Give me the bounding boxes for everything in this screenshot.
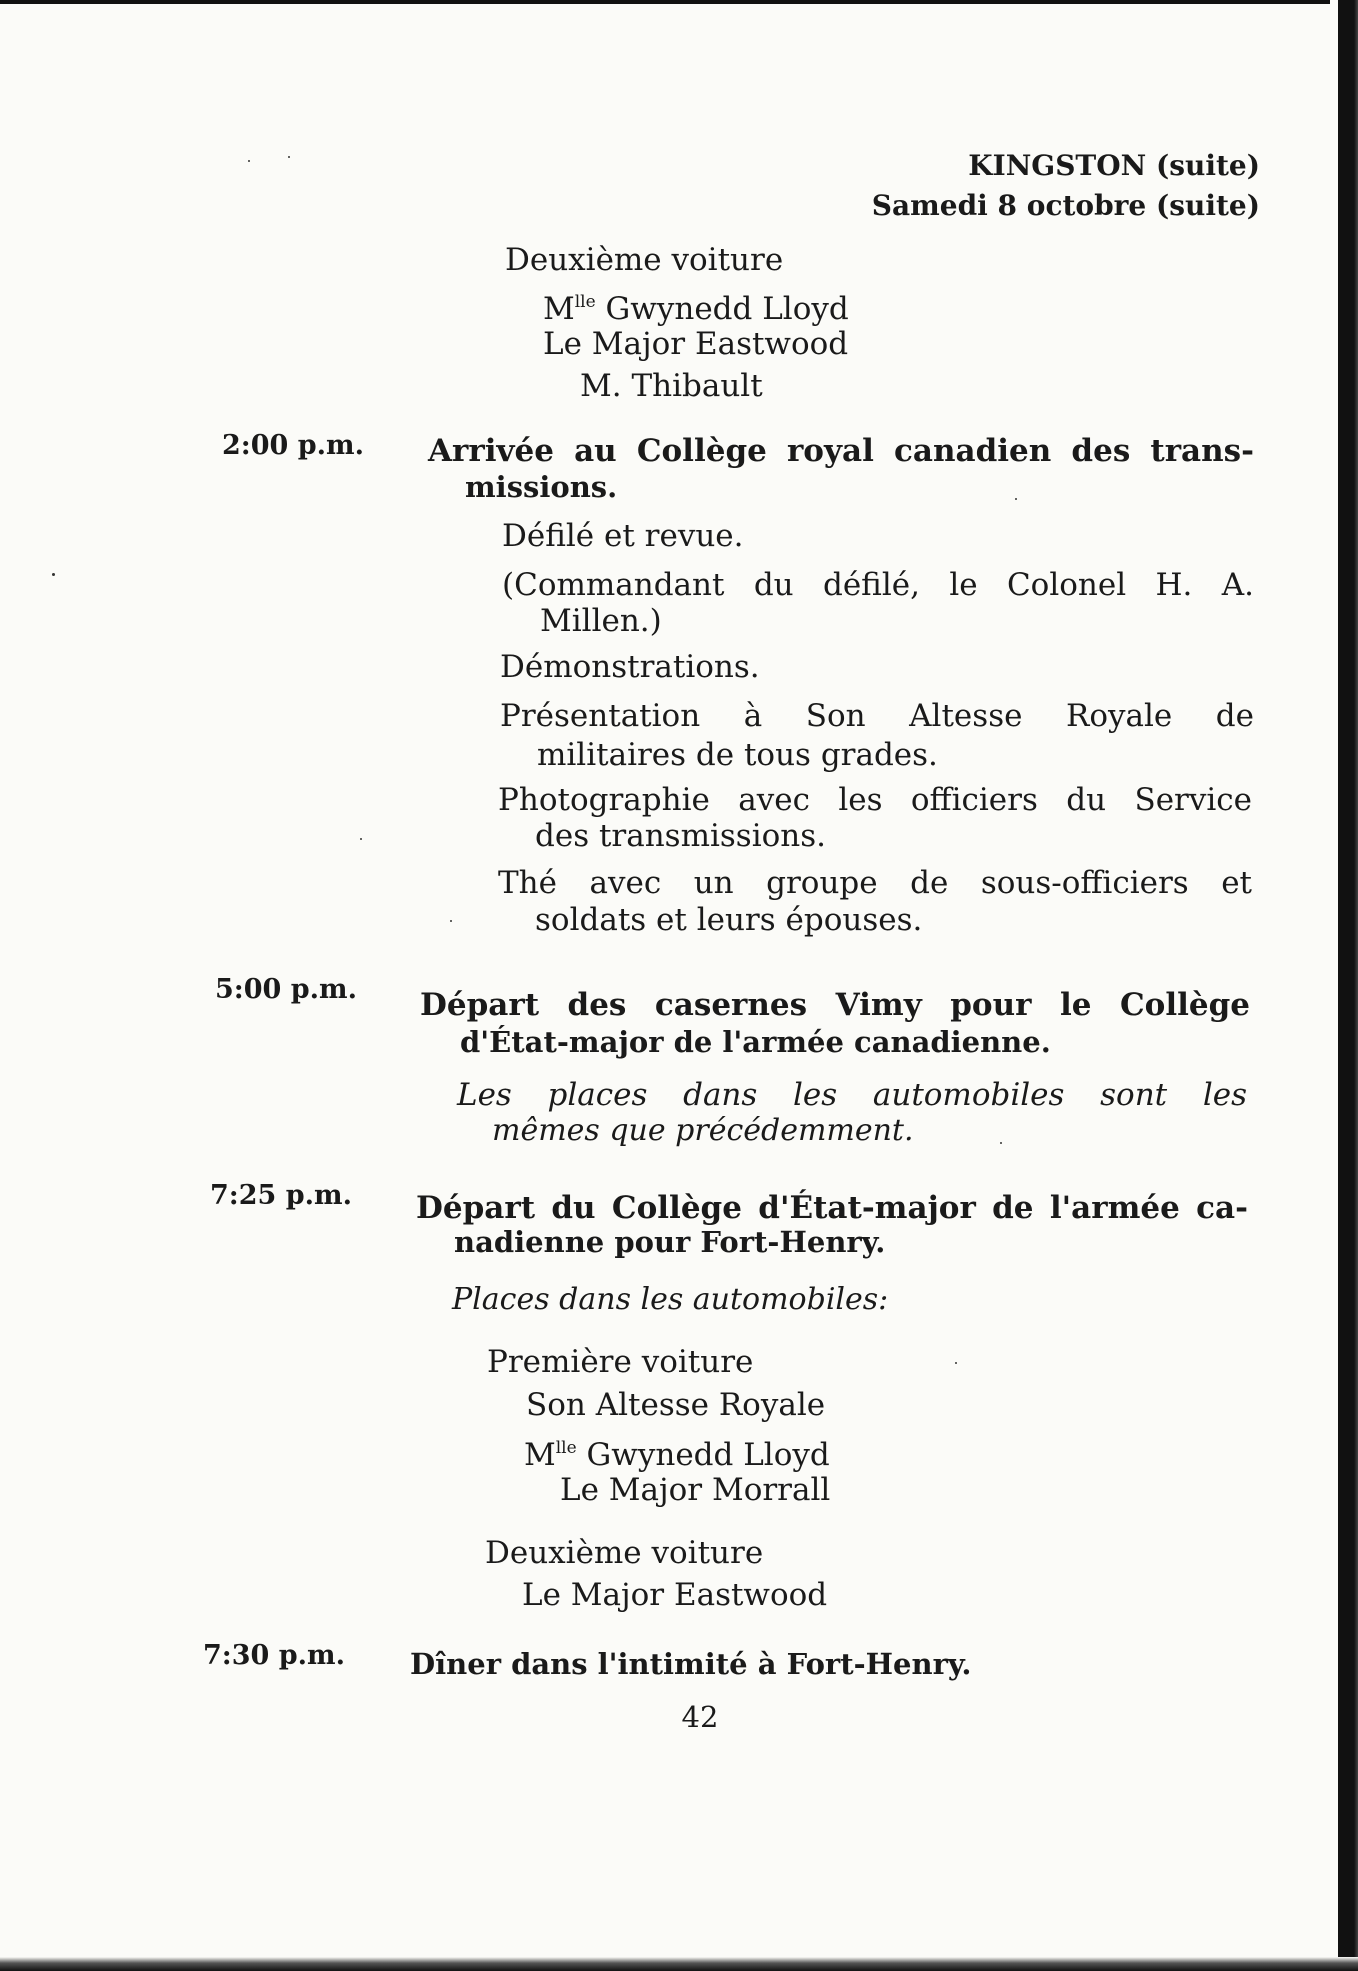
scan-speck	[450, 920, 452, 922]
event-item: Thé avec un groupe de sous-officiers et	[498, 865, 1252, 901]
event-time: 5:00 p.m.	[215, 974, 357, 1005]
header-place: KINGSTON (suite)	[968, 149, 1260, 182]
scan-bottom-edge	[0, 1957, 1358, 1971]
event-title: d'État-major de l'armée canadienne.	[460, 1025, 1051, 1059]
event-item: soldats et leurs épouses.	[535, 902, 923, 938]
honorific-sup: lle	[555, 1438, 577, 1458]
event-time: 7:30 p.m.	[203, 1640, 345, 1671]
places-label: Places dans les automobiles:	[452, 1282, 889, 1317]
event-item: Photographie avec les officiers du Service	[498, 782, 1252, 818]
event-item: des transmissions.	[535, 818, 827, 854]
scan-top-edge	[0, 0, 1358, 4]
scan-speck	[288, 156, 290, 158]
event-item: militaires de tous grades.	[537, 737, 938, 773]
scan-right-edge	[1330, 0, 1358, 1971]
passenger-line	[543, 282, 849, 329]
passenger-line: Le Major Eastwood	[522, 1577, 828, 1613]
event-title: Dîner dans l'intimité à Fort-Henry.	[410, 1647, 972, 1681]
event-title: Arrivée au Collège royal canadien des trans-	[428, 433, 1254, 469]
event-title: nadienne pour Fort-Henry.	[454, 1225, 886, 1259]
scan-speck	[52, 573, 55, 576]
honorific-abbr: M	[543, 291, 575, 327]
event-time: 7:25 p.m.	[210, 1180, 352, 1211]
event-title: Départ du Collège d'État-major de l'armée ca-	[416, 1190, 1248, 1226]
scan-speck	[360, 838, 362, 840]
car-title: Deuxième voiture	[485, 1535, 764, 1571]
event-item: Défilé et revue.	[502, 518, 744, 554]
event-title: missions.	[465, 470, 618, 504]
event-time: 2:00 p.m.	[222, 430, 364, 461]
passenger-line: Son Altesse Royale	[526, 1387, 826, 1423]
event-item: (Commandant du défilé, le Colonel H. A.	[502, 567, 1254, 603]
scan-speck	[1000, 1142, 1002, 1144]
passenger-line: Le Major Eastwood	[543, 326, 849, 362]
car-title: Première voiture	[487, 1344, 754, 1380]
scan-speck	[955, 1362, 957, 1364]
event-item: Présentation à Son Altesse Royale de	[500, 698, 1254, 734]
honorific-sup: lle	[574, 292, 596, 312]
event-item: Démonstrations.	[500, 649, 760, 685]
scan-speck	[248, 160, 250, 162]
passenger-line	[524, 1428, 830, 1475]
honorific-abbr: M	[524, 1437, 556, 1473]
passenger-name: Gwynedd Lloyd	[576, 1437, 830, 1473]
event-title: Départ des casernes Vimy pour le Collège	[420, 987, 1250, 1023]
event-note: mêmes que précédemment.	[492, 1113, 914, 1148]
page-number: 42	[681, 1700, 719, 1734]
scan-speck	[1015, 498, 1017, 500]
passenger-name: Gwynedd Lloyd	[595, 291, 849, 327]
car-title: Deuxième voiture	[505, 242, 784, 278]
event-item: Millen.)	[540, 603, 662, 639]
event-note: Les places dans les automobiles sont les	[457, 1077, 1247, 1113]
page-header	[872, 146, 1260, 226]
passenger-line: M. Thibault	[580, 368, 763, 404]
header-date: Samedi 8 octobre (suite)	[871, 189, 1260, 222]
passenger-line: Le Major Morrall	[560, 1472, 831, 1508]
